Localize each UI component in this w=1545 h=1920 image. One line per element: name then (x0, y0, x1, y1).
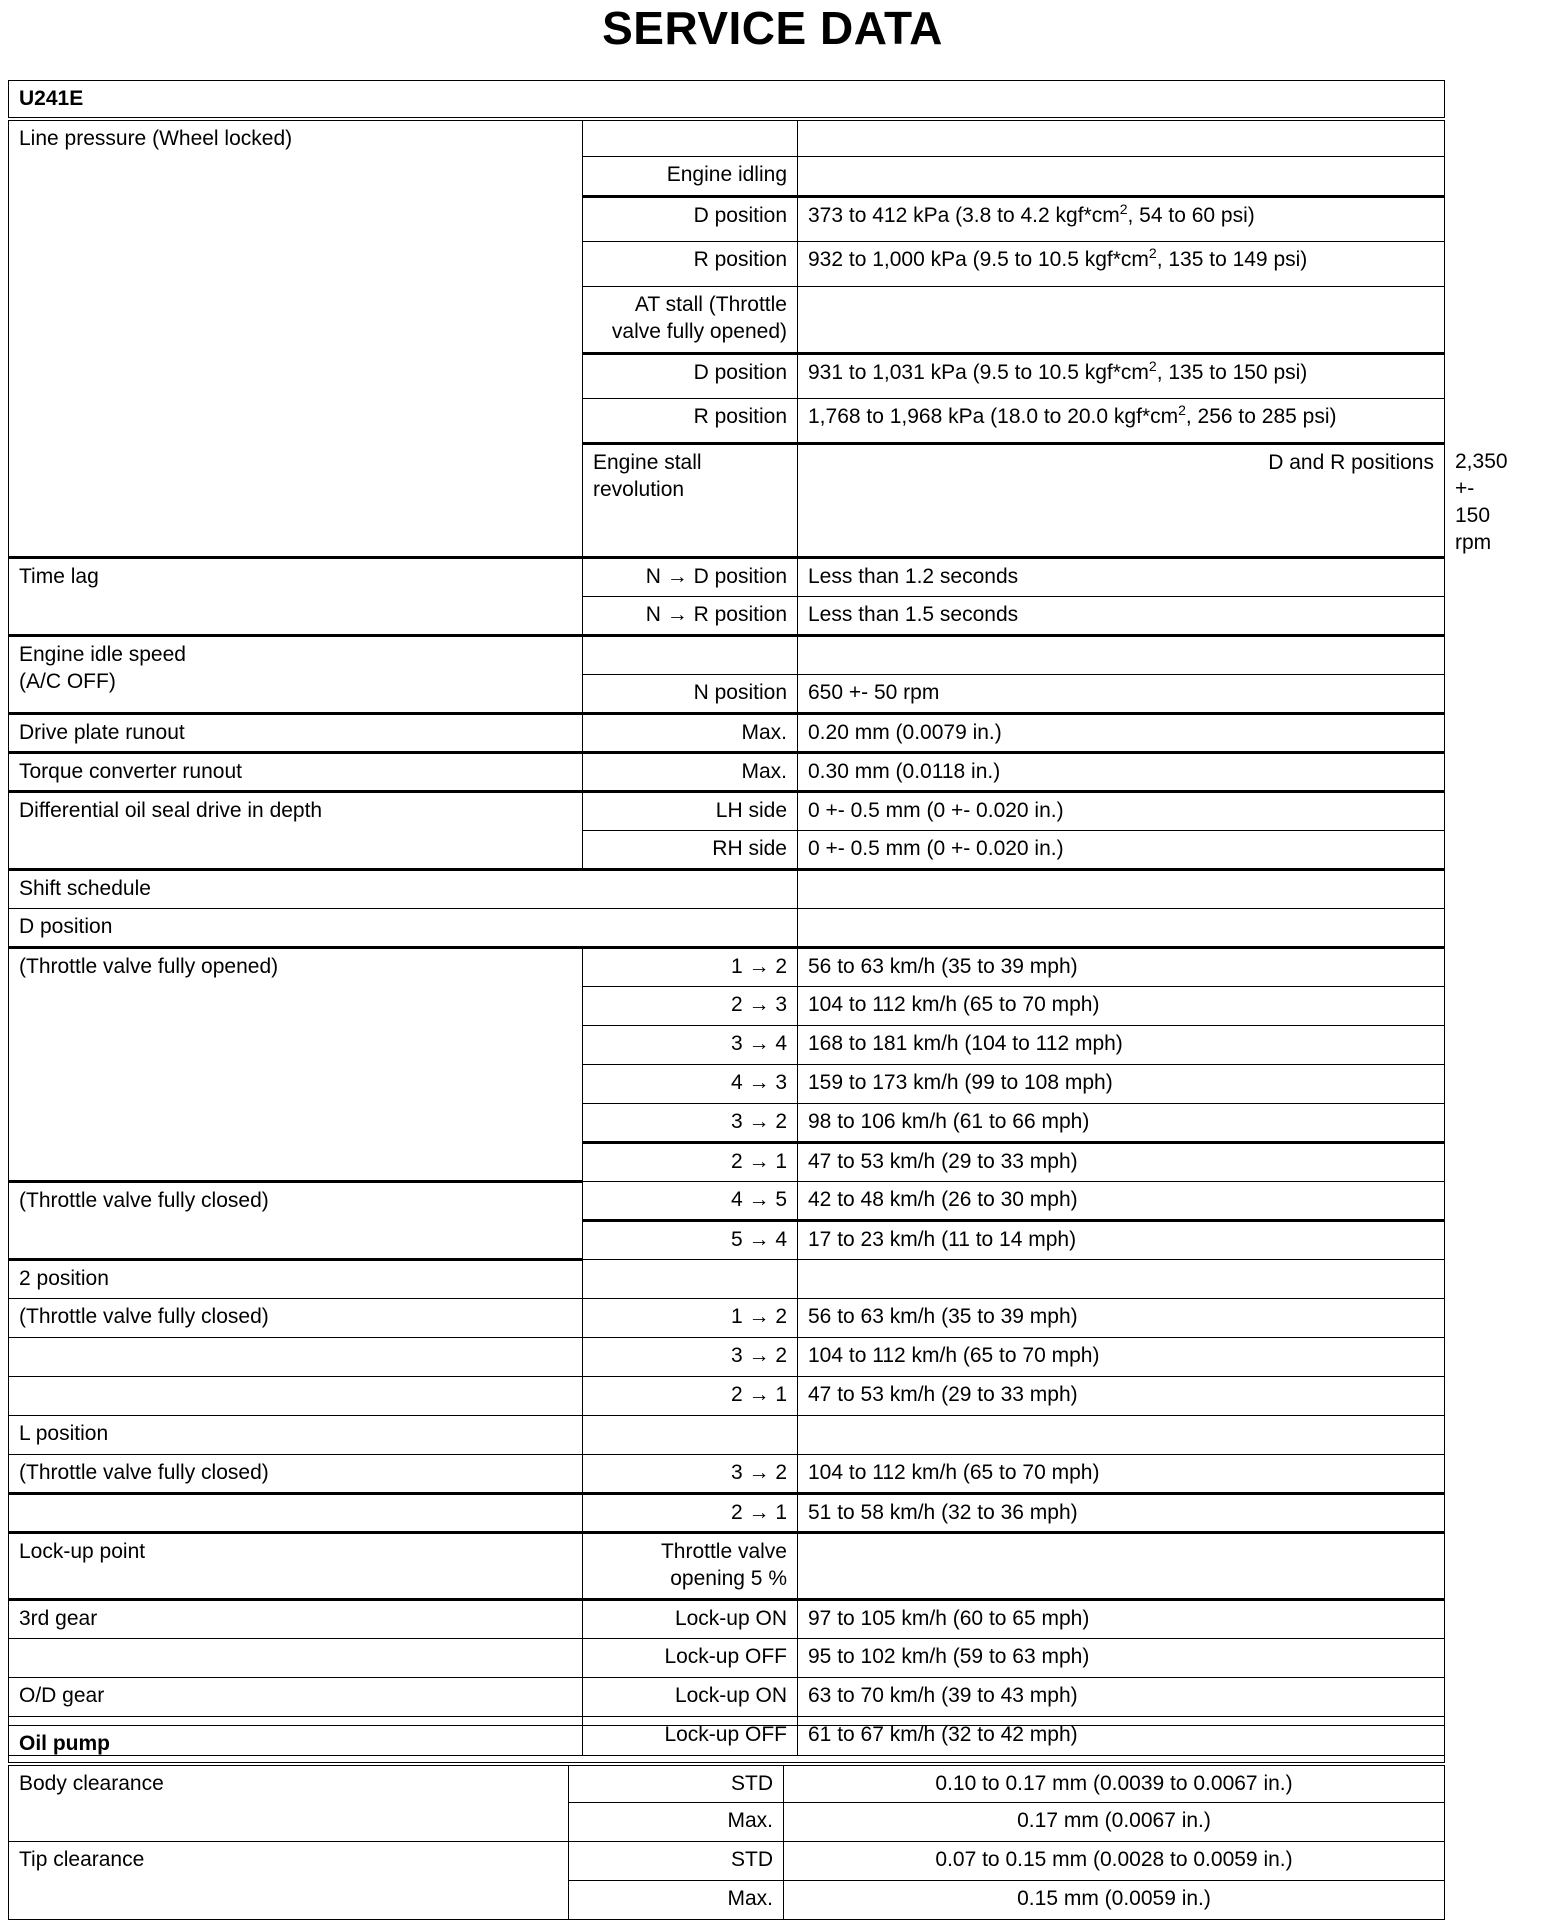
condition-cell: D position (583, 197, 798, 242)
condition-cell: 3 → 2 (583, 1455, 798, 1494)
condition-cell: N position (583, 675, 798, 714)
at-stall-label: AT stall (Throttle valve fully opened) (583, 287, 798, 354)
third-gear-label: 3rd gear (9, 1600, 583, 1639)
throttle-closed-label: (Throttle valve fully closed) (9, 1455, 583, 1494)
value-cell: 0.20 mm (0.0079 in.) (798, 714, 1445, 753)
value-cell: 0.07 to 0.15 mm (0.0028 to 0.0059 in.) (784, 1842, 1445, 1881)
value-cell: 1,768 to 1,968 kPa (18.0 to 20.0 $kgf*cm^2$, 256 to 285 psi) (798, 399, 1445, 444)
diff-seal-label: Differential oil seal drive in depth (9, 792, 583, 870)
condition-cell: 2 → 1 (583, 1494, 798, 1533)
condition-cell: Lock-up ON (583, 1600, 798, 1639)
condition-cell: 4 → 3 (583, 1065, 798, 1104)
condition-cell: 3 → 4 (583, 1026, 798, 1065)
value-cell: 47 to 53 km/h (29 to 33 mph) (798, 1143, 1445, 1182)
value-cell: 17 to 23 km/h (11 to 14 mph) (798, 1221, 1445, 1260)
condition-cell: Max. (569, 1803, 784, 1842)
l-position-label: L position (9, 1416, 583, 1455)
condition-cell: N → D position (583, 558, 798, 597)
condition-cell: D and R positions (798, 444, 1445, 558)
drive-plate-label: Drive plate runout (9, 714, 583, 753)
body-clearance-label: Body clearance (9, 1764, 569, 1842)
section-header: U241E (9, 81, 1445, 119)
value-cell: 0 +- 0.5 mm (0 +- 0.020 in.) (798, 831, 1445, 870)
condition-cell: 3 → 2 (583, 1338, 798, 1377)
idle-speed-label: Engine idle speed (A/C OFF) (9, 636, 583, 714)
condition-cell: R position (583, 242, 798, 287)
condition-cell: Max. (583, 753, 798, 792)
u241e-service-table: U241E Line pressure (Wheel locked) Engine idling D position 373 to 412 kPa (3.8 to 4.2 $kgf*cm^2$, 54 to 60 psi) R position 932 to 1,000 kPa (9.5 to 10.5 $kgf*cm^2$, 135 to 149 psi) AT stall (Throttle valve fully opened) D position 931 to 1,031 kPa (9.5 to 10.5 $kgf*cm^2$, 135 to 150 psi) R position 1,768 to 1,968 kPa (18.0 to 20.0 $kgf*cm^2$, 256 to 285 psi) Engine stall revolution D and R positions 2,350 +- 150 rpm Time lag N → D position Less than 1.2 seconds N → R position Less than 1.5 seconds Engine idle speed (A/C OFF) N position 650 +- 50 rpm Drive plate runout Max. 0.20 mm (0.0079 in.) Torque converter runout Max. 0.30 mm (0.0118 in.) Differential oil seal drive in depth LH side 0 +- 0.5 mm (0 +- 0.020 in.) RH side 0 +- 0.5 mm (0 +- 0.020 in.) Shift schedule D position (Throttle valve fully opened) 1 → 2 56 to 63 km/h (35 to 39 mph) 2 → 3 104 to 112 km/h (65 to 70 mph) 3 → 4 168 to 181 km/h (104 to 112 mph) 4 → 3 159 to 173 km/h (99 to 108 mph) 3 → 2 98 to 106 km/h (61 to 66 mph) 2 → 1 47 to 53 km/h (29 to 33 mph) (Throttle valve fully closed) 4 → 5 42 to 48 km/h (26 to 30 mph) 5 → 4 17 to 23 km/h (11 to 14 mph) 2 position (Throttle valve fully closed) 1 → 2 56 to 63 km/h (35 to 39 mph) 3 → 2 104 to 112 km/h (65 to 70 mph) 2 → 1 47 to 53 km/h (29 to 33 mph) L position (Throttle valve fully closed) 3 → 2 104 to 112 km/h (65 to 70 mph) 2 → 1 51 to 58 km/h (32 to 36 mph) Lock-up point Throttle valve opening 5 % 3rd gear Lock-up ON 97 to 105 km/h (60 to 65 mph) Lock-up OFF 95 to 102 km/h (59 to 63 mph) O/D gear Lock-up ON 63 to 70 km/h (39 to 43 mph) Lock-up OFF 61 to 67 km/h (32 to 42 mph) (8, 80, 1445, 1756)
value-cell: 61 to 67 km/h (32 to 42 mph) (798, 1717, 1445, 1756)
stall-revolution-label: Engine stall revolution (583, 444, 798, 558)
section-header: Oil pump (9, 1726, 1445, 1764)
engine-idling-label: Engine idling (583, 157, 798, 197)
condition-cell: R position (583, 399, 798, 444)
condition-cell: Lock-up OFF (583, 1639, 798, 1678)
condition-cell: STD (569, 1764, 784, 1803)
value-cell: 168 to 181 km/h (104 to 112 mph) (798, 1026, 1445, 1065)
condition-cell: D position (583, 354, 798, 399)
condition-cell: Max. (583, 714, 798, 753)
condition-cell: RH side (583, 831, 798, 870)
time-lag-label: Time lag (9, 558, 583, 636)
value-cell: 56 to 63 km/h (35 to 39 mph) (798, 1299, 1445, 1338)
two-position-label: 2 position (9, 1260, 583, 1299)
value-cell: 159 to 173 km/h (99 to 108 mph) (798, 1065, 1445, 1104)
page-title: SERVICE DATA (602, 2, 943, 54)
condition-cell: STD (569, 1842, 784, 1881)
condition-cell: N → R position (583, 597, 798, 636)
value-cell: 95 to 102 km/h (59 to 63 mph) (798, 1639, 1445, 1678)
value-cell: 932 to 1,000 kPa (9.5 to 10.5 $kgf*cm^2$, 135 to 149 psi) (798, 242, 1445, 287)
throttle-closed-label: (Throttle valve fully closed) (9, 1182, 583, 1260)
value-cell: Less than 1.2 seconds (798, 558, 1445, 597)
condition-cell: 1 → 2 (583, 948, 798, 987)
value-cell: 56 to 63 km/h (35 to 39 mph) (798, 948, 1445, 987)
condition-cell: Lock-up OFF (583, 1717, 798, 1756)
shift-schedule-label: Shift schedule (9, 870, 798, 909)
condition-cell: 5 → 4 (583, 1221, 798, 1260)
value-cell: 104 to 112 km/h (65 to 70 mph) (798, 1455, 1445, 1494)
tip-clearance-label: Tip clearance (9, 1842, 569, 1920)
value-cell: 98 to 106 km/h (61 to 66 mph) (798, 1104, 1445, 1143)
condition-cell: LH side (583, 792, 798, 831)
value-cell: 104 to 112 km/h (65 to 70 mph) (798, 1338, 1445, 1377)
value-cell: 373 to 412 kPa (3.8 to 4.2 $kgf*cm^2$, 54 to 60 psi) (798, 197, 1445, 242)
value-cell: 42 to 48 km/h (26 to 30 mph) (798, 1182, 1445, 1221)
condition-cell: 1 → 2 (583, 1299, 798, 1338)
throttle-open-label: (Throttle valve fully opened) (9, 948, 583, 1182)
d-position-label: D position (9, 909, 798, 948)
throttle-closed-label: (Throttle valve fully closed) (9, 1299, 583, 1338)
value-cell: 0.15 mm (0.0059 in.) (784, 1881, 1445, 1920)
value-cell: 104 to 112 km/h (65 to 70 mph) (798, 987, 1445, 1026)
condition-cell: Max. (569, 1881, 784, 1920)
value-cell: 0.10 to 0.17 mm (0.0039 to 0.0067 in.) (784, 1764, 1445, 1803)
lockup-point-label: Lock-up point (9, 1533, 583, 1600)
od-gear-label: O/D gear (9, 1678, 583, 1717)
value-cell: Less than 1.5 seconds (798, 597, 1445, 636)
value-cell: 0 +- 0.5 mm (0 +- 0.020 in.) (798, 792, 1445, 831)
condition-cell: 4 → 5 (583, 1182, 798, 1221)
value-cell: 63 to 70 km/h (39 to 43 mph) (798, 1678, 1445, 1717)
condition-cell: 2 → 1 (583, 1377, 798, 1416)
value-cell: 650 +- 50 rpm (798, 675, 1445, 714)
value-cell: 47 to 53 km/h (29 to 33 mph) (798, 1377, 1445, 1416)
condition-cell: 2 → 1 (583, 1143, 798, 1182)
value-cell: 97 to 105 km/h (60 to 65 mph) (798, 1600, 1445, 1639)
value-cell: 0.30 mm (0.0118 in.) (798, 753, 1445, 792)
value-cell: 931 to 1,031 kPa (9.5 to 10.5 $kgf*cm^2$, 135 to 150 psi) (798, 354, 1445, 399)
torque-converter-label: Torque converter runout (9, 753, 583, 792)
condition-cell: Lock-up ON (583, 1678, 798, 1717)
line-pressure-label: Line pressure (Wheel locked) (9, 119, 583, 558)
condition-cell: 2 → 3 (583, 987, 798, 1026)
value-cell: 0.17 mm (0.0067 in.) (784, 1803, 1445, 1842)
oil-pump-table (8, 1725, 1445, 1920)
condition-cell: Throttle valve opening 5 % (583, 1533, 798, 1600)
value-cell: 51 to 58 km/h (32 to 36 mph) (798, 1494, 1445, 1533)
condition-cell: 3 → 2 (583, 1104, 798, 1143)
